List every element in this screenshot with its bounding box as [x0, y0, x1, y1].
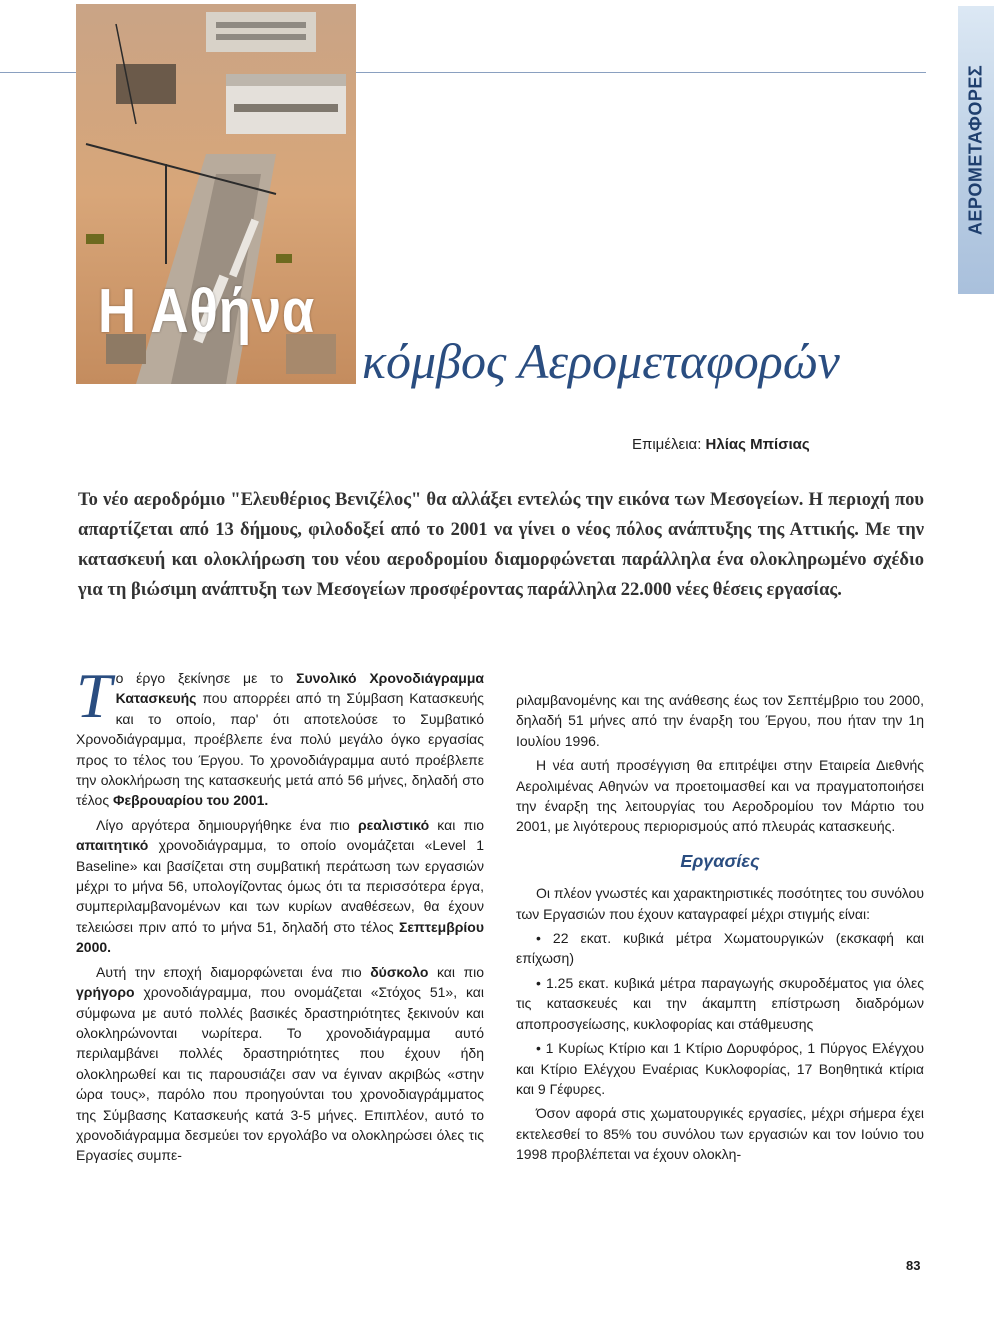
emphasis: δύσκολο: [370, 963, 429, 980]
title-sub: κόμβος Αερομεταφορών: [362, 333, 840, 389]
emphasis: ρεαλιστικό: [357, 816, 430, 833]
text-run: Αυτή την εποχή διαμορφώνεται ένα πιο: [96, 963, 371, 980]
emphasis: Σεπτεμβρίου 2000.: [76, 918, 484, 956]
text-run: και πιο: [428, 963, 484, 980]
left-column: [76, 660, 484, 1170]
bullet-item: • 1 Κυρίως Κτίριο και 1 Κτίριο Δορυφόρος, 1 Πύργος Ελέγχου και Κτίριο Ελέγχου Εναέριας Κυκλοφορίας, 17 Βοηθητικά κτίρια και 9 Γέφυρες.: [516, 1040, 924, 1097]
emphasis: απαιτητικό: [76, 837, 149, 854]
text-run: Λίγο αργότερα δημιουργήθηκε ένα πιο: [96, 816, 358, 833]
byline-label: Επιμέλεια:: [632, 436, 702, 453]
paragraph: Όσον αφορά στις χωματουργικές εργασίες, μέχρι σήμερα έχει εκτελεσθεί το 85% του συνόλου των εργασιών και τον Ιούνιο του 1998 προβλέπεται να έχουν ολοκλη-: [516, 1105, 924, 1163]
text-run: που απορρέει από τη Σύμβαση Κατασκευής και το οποίο, παρ' ότι αποτελούσε το Συμβατικό Χρονοδιάγραμμα, προέβλεπε ένα πολύ μεγάλο όγκο εργασίας προς το τέλος του Έργου. Το χρονοδιάγραμμα αυτό προέβλεπε την ολοκλήρωση της κατασκευής μετά από 56 μήνες, δηλαδή στο τέλος: [76, 690, 484, 809]
paragraph: [76, 962, 484, 1166]
paragraph: Οι πλέον γνωστές και χαρακτηριστικές ποσότητες του συνόλου των Εργασιών που έχουν καταγραφεί μέχρι στιγμής είναι:: [516, 885, 924, 922]
emphasis: γρήγορο: [76, 984, 135, 1001]
text-run: χρονοδιάγραμμα, που ονομάζεται «Στόχος 51», και σύμφωνα με αυτό πολλές βασικές δραστηριότητες ξεκινούν και ολοκληρώνονται νωρίτερα. Το χρονοδιάγραμμα αυτό περιλαμβάνει πολλές δραστηριότητες που έχουν ήδη ολοκληρωθεί και τις παρουσιάζει σαν να έγιναν ακριβώς «στην ώρα τους», παρόλο που προηγούνται του χρονοδιαγράμματος της Σύμβασης Κατασκευής κατά 3-5 μήνες. Επιπλέον, αυτό το χρονοδιάγραμμα δεσμεύει τον εργολάβο να ολοκληρώσει όλες τις Εργασίες συμπε-: [76, 984, 484, 1164]
paragraph: Η νέα αυτή προσέγγιση θα επιτρέψει στην Εταιρεία Διεθνής Αερολιμένας Αθηνών να προετοιμασθεί και να πραγματοποιήσει την έναρξη της λειτουργίας του Αεροδρομίου τον Μάρτιο του 2001, με λιγότερους περιορισμούς από πλευράς κατασκευής.: [516, 757, 924, 835]
text-run: και πιο: [429, 816, 484, 833]
paragraph: [76, 660, 484, 811]
bullet-item: • 1.25 εκατ. κυβικά μέτρα παραγωγής σκυροδέματος για όλες τις κατασκευές και την άκαμπτη επίστρωση διαδρόμων αποπροσγείωσης, κυκλοφορίας και στάθμευσης: [516, 974, 924, 1032]
page-number: 83: [906, 1258, 921, 1273]
byline-author: Ηλίας Μπίσιας: [705, 436, 810, 453]
bullet-item: • 22 εκατ. κυβικά μέτρα Χωματουργικών (εκσκαφή και επίχωση): [516, 930, 924, 967]
paragraph: [76, 815, 484, 958]
byline: [632, 436, 810, 453]
section-tab: [958, 6, 994, 294]
text-run: ο έργο ξεκίνησε με το: [115, 670, 297, 686]
paragraph: ριλαμβανομένης και της ανάθεσης έως τον Σεπτέμβριο του 2000, δηλαδή 51 μήνες από την έναρξη του Έργου, που ήταν την 1η Ιουλίου 1996.: [516, 692, 924, 749]
emphasis: Φεβρουαρίου του 2001.: [112, 792, 269, 809]
text-run: χρονοδιάγραμμα, το οποίο ονομάζεται «Level 1 Baseline» και βασίζεται στη συμβατική περάτωση των εργασιών μέχρι το μήνα 56, υπολογίζοντας όμως ότι τα περισσότερα έργα, συμπεριλαμβανομένων και των κυρίων αναθέσεων, θα έχουν τελειώσει πριν από το μήνα 51, δηλαδή στο τέλος: [76, 837, 484, 935]
lead-paragraph: Το νέο αεροδρόμιο "Ελευθέριος Βενιζέλος" θα αλλάξει εντελώς την εικόνα των Μεσογείων. Η περιοχή που απαρτίζεται από 13 δήμους, φιλοδοξεί από το 2001 να γίνει ο νέος πόλος ανάπτυξης της Αττικής. Με την κατασκευή και ολοκλήρωση του νέου αεροδρομίου διαμορφώνεται παράλληλα ένα ολοκληρωμένο σχέδιο για τη βιώσιμη ανάπτυξη των Μεσογείων προσφέροντας παράλληλα 22.000 νέες θέσεις εργασίας.: [78, 490, 924, 600]
title-main: Η Αθήνα: [98, 277, 316, 346]
section-tab-label: ΑΕΡΟΜΕΤΑΦΟΡΕΣ: [965, 64, 986, 236]
emphasis: Συνολικό Χρονοδιάγραμμα Κατασκευής: [115, 670, 484, 707]
drop-cap: Τ: [76, 660, 112, 731]
section-heading: Εργασίες: [680, 850, 760, 871]
right-column: [516, 690, 924, 1169]
